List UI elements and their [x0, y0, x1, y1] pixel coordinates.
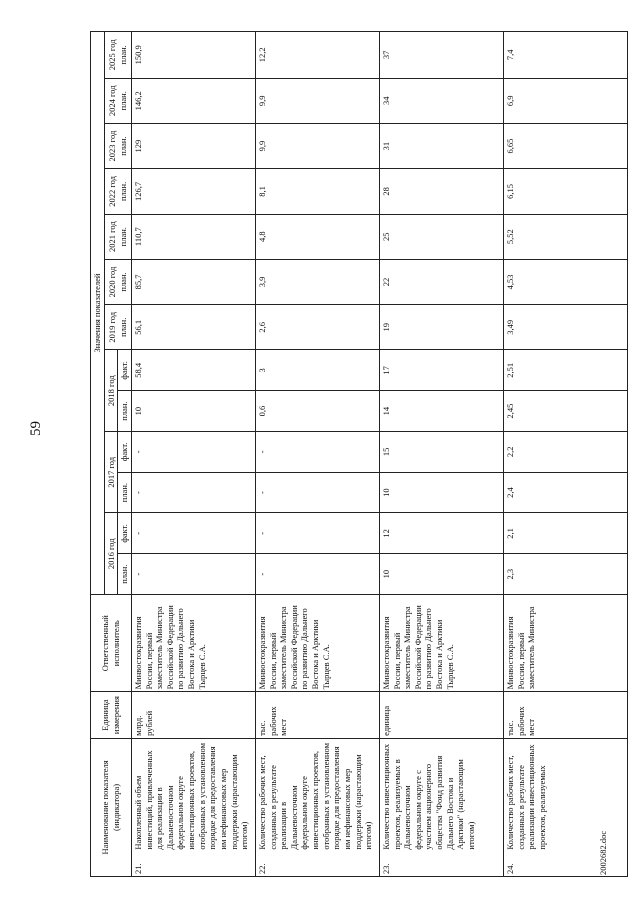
value-cell: 6,65: [503, 123, 627, 168]
responsible-cell: Минвостокразвития России, первый заместитель Министра Российской Федерации по развитию Дальнего Востока и Арктики Тырцев С.А.: [379, 595, 503, 692]
value-cell: 2,3: [503, 554, 627, 595]
value-cell: 85,7: [131, 259, 255, 304]
value-cell: 12,2: [255, 32, 379, 79]
value-cell: 34: [379, 78, 503, 123]
value-cell: 150,9: [131, 32, 255, 79]
value-cell: 3,49: [503, 305, 627, 350]
year-header: 2021 год план.: [104, 214, 131, 259]
page-number: 59: [28, 421, 44, 436]
year-header: 2019 год план.: [104, 305, 131, 350]
value-cell: 10: [131, 391, 255, 432]
unit-cell: млрд. рублей: [131, 692, 255, 738]
subheader-fact: факт.: [118, 513, 132, 554]
indicator-name: Количество инвестиционных проектов, реализуемых в Дальневосточном федеральном округе с участием акционерного общества "Фонд развития Дальнего Востока и Арктики" (нарастающим итогом): [379, 738, 503, 851]
responsible-cell: Минвостокразвития России, первый заместитель Министра Российской Федерации по развитию Дальнего Востока и Арктики Тырцев С.А.: [131, 595, 255, 692]
value-cell: 10: [379, 554, 503, 595]
value-cell: 4,8: [255, 214, 379, 259]
value-cell: -: [131, 554, 255, 595]
indicator-name: Количество рабочих мест, созданных в результате реализации инвестиционных проектов, реализуемых: [503, 738, 627, 851]
value-cell: 15: [379, 431, 503, 472]
subheader-fact: факт.: [118, 431, 132, 472]
year-header: 2020 год план.: [104, 259, 131, 304]
value-cell: 129: [131, 123, 255, 168]
col-header-responsible: Ответственный исполнитель: [91, 595, 132, 692]
table-row: [379, 32, 503, 877]
row-number: 23.: [379, 852, 503, 877]
value-cell: 4,53: [503, 259, 627, 304]
value-cell: 2,4: [503, 472, 627, 513]
responsible-cell: Минвостокразвития России, первый заместитель Министра: [503, 595, 627, 692]
indicators-table: [90, 31, 628, 877]
value-cell: -: [255, 431, 379, 472]
value-cell: 10: [379, 472, 503, 513]
indicator-name: Количество рабочих мест, созданных в результате реализации в Дальневосточном федеральном округе инвестиционных проектов, отобранных в установленном порядке для предоставления им нефинансовых мер поддержки (нарастающим итогом): [255, 738, 379, 851]
value-cell: 3,9: [255, 259, 379, 304]
value-cell: 58,4: [131, 350, 255, 391]
value-cell: 5,52: [503, 214, 627, 259]
year-header: 2022 год план.: [104, 169, 131, 214]
value-cell: 22: [379, 259, 503, 304]
value-cell: -: [255, 554, 379, 595]
value-cell: 9,9: [255, 78, 379, 123]
value-cell: -: [255, 472, 379, 513]
value-cell: 146,2: [131, 78, 255, 123]
col-header-values: Значения показателей: [91, 32, 105, 595]
table-row: [255, 32, 379, 877]
value-cell: 14: [379, 391, 503, 432]
year-header: 2024 год план.: [104, 78, 131, 123]
value-cell: 9,9: [255, 123, 379, 168]
rotated-page: [90, 31, 547, 877]
value-cell: -: [131, 472, 255, 513]
value-cell: 7,4: [503, 32, 627, 79]
value-cell: 28: [379, 169, 503, 214]
value-cell: 8,1: [255, 169, 379, 214]
subheader-fact: факт.: [118, 350, 132, 391]
value-cell: 56,1: [131, 305, 255, 350]
year-header: 2025 год план.: [104, 32, 131, 79]
value-cell: 12: [379, 513, 503, 554]
document-code: 2002682.doc: [598, 830, 608, 875]
value-cell: 17: [379, 350, 503, 391]
indicator-name: Накопленный объем инвестиций, привлеченных для реализации в Дальневосточном федеральном округе инвестиционных проектов, отобранных в установленном порядке для предоставления им нефинансовых мер поддержки (нарастающим итогом): [131, 738, 255, 851]
row-number: 21.: [131, 852, 255, 877]
unit-cell: единица: [379, 692, 503, 738]
value-cell: -: [131, 513, 255, 554]
row-number: 22.: [255, 852, 379, 877]
value-cell: 19: [379, 305, 503, 350]
responsible-cell: Минвостокразвития России, первый заместитель Министра Российской Федерации по развитию Дальнего Востока и Арктики Тырцев С.А.: [255, 595, 379, 692]
value-cell: 6,9: [503, 78, 627, 123]
row-number: 24.: [503, 852, 627, 877]
value-cell: 3: [255, 350, 379, 391]
value-cell: 25: [379, 214, 503, 259]
value-cell: 2,2: [503, 431, 627, 472]
col-header-unit: Единица измерения: [91, 692, 132, 738]
col-header-name: Наименование показателя (индикатора): [91, 738, 132, 876]
value-cell: 2,45: [503, 391, 627, 432]
value-cell: 6,15: [503, 169, 627, 214]
subheader-plan: план.: [118, 472, 132, 513]
table-row: [131, 32, 255, 877]
value-cell: 110,7: [131, 214, 255, 259]
value-cell: 2,1: [503, 513, 627, 554]
unit-cell: тыс. рабочих мест: [255, 692, 379, 738]
value-cell: 37: [379, 32, 503, 79]
value-cell: -: [131, 431, 255, 472]
value-cell: 31: [379, 123, 503, 168]
value-cell: -: [255, 513, 379, 554]
table-row: [503, 32, 627, 877]
value-cell: 2,6: [255, 305, 379, 350]
subheader-plan: план.: [118, 554, 132, 595]
value-cell: 2,51: [503, 350, 627, 391]
subheader-plan: план.: [118, 391, 132, 432]
value-cell: 0,6: [255, 391, 379, 432]
year-header: 2023 год план.: [104, 123, 131, 168]
year-header: 2018 год: [104, 350, 118, 432]
year-header: 2016 год: [104, 513, 118, 595]
value-cell: 126,7: [131, 169, 255, 214]
unit-cell: тыс. рабочих мест: [503, 692, 627, 738]
year-header: 2017 год: [104, 431, 118, 513]
